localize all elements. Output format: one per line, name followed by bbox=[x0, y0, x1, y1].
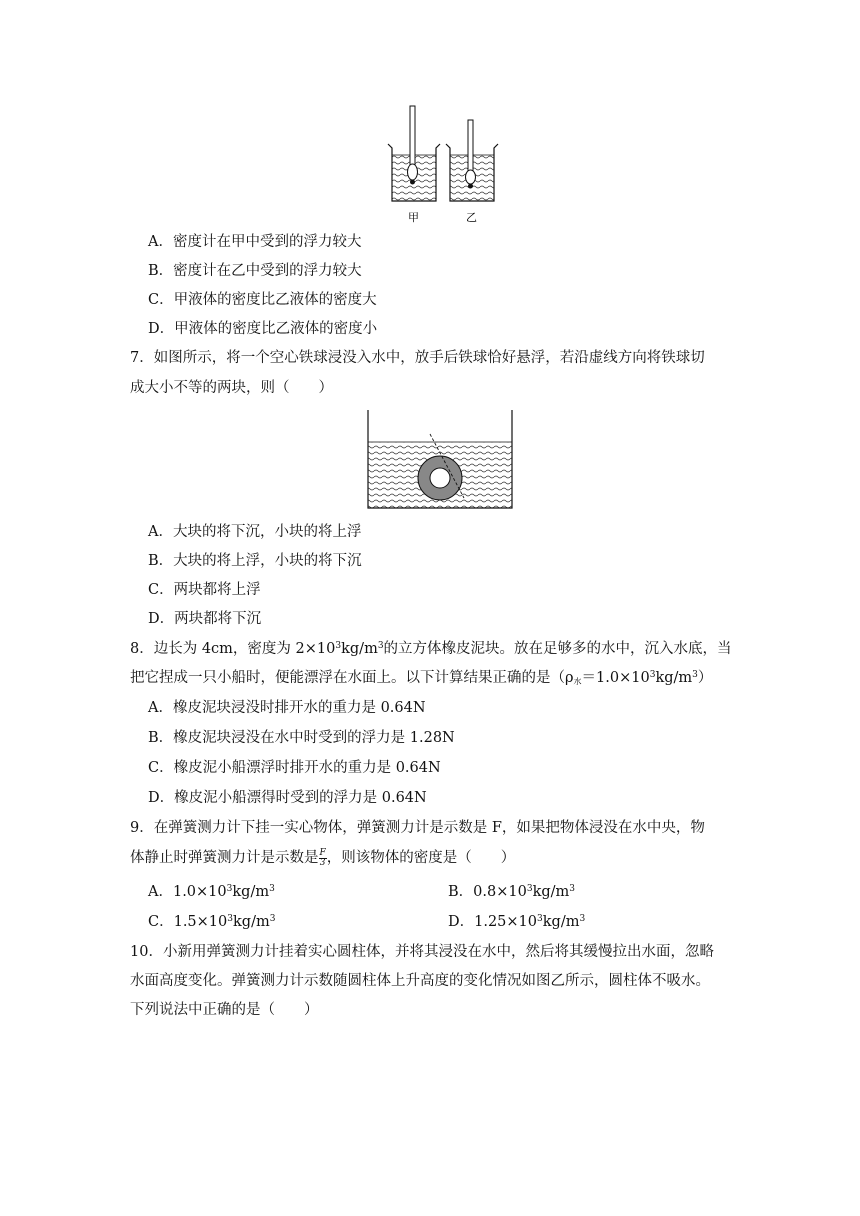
q9-option-b: B．$0.8\times 10^3kg/m^3$ bbox=[448, 884, 575, 900]
q9-stem-line2: 体静止时弹簧测力计是示数是 $\frac{F}{3}$ ，则该物体的密度是（ ） bbox=[130, 847, 516, 868]
q8-option-d: D．橡皮泥小船漂得时受到的浮力是 0.64N bbox=[148, 790, 427, 806]
q8-option-c: C．橡皮泥小船漂浮时排开水的重力是 0.64N bbox=[148, 760, 441, 776]
q9-option-d: D．$1.25\times 10^3kg/m^3$ bbox=[448, 914, 586, 930]
q7-stem-line2: 成大小不等的两块，则（ ） bbox=[130, 380, 333, 396]
q6-option-d: D．甲液体的密度比乙液体的密度小 bbox=[148, 321, 378, 337]
ball-cavity bbox=[430, 468, 450, 488]
q9-stem-line1: 9．在弹簧测力计下挂一实心物体，弹簧测力计是示数是 F，如果把物体浸没在水中央，物 bbox=[130, 820, 705, 836]
q10-stem-line3: 下列说法中正确的是（ ） bbox=[130, 1002, 319, 1018]
fraction-f-over-3: $\frac{F}{3}$ bbox=[319, 847, 326, 868]
q8-stem-line1: 8．边长为 4cm，密度为 $2\times 10^3kg/m^3$的立方体橡皮泥块。放在足够多的水中，沉入水底，当 bbox=[130, 641, 732, 657]
q7-option-c: C．两块都将上浮 bbox=[148, 582, 261, 598]
q7-option-b: B．大块的将上浮，小块的将下沉 bbox=[148, 553, 362, 569]
q6-option-a: A．密度计在甲中受到的浮力较大 bbox=[148, 234, 362, 250]
q9-option-c: C．$1.5\times 10^3kg/m^3$ bbox=[148, 914, 276, 930]
label-jia: 甲 bbox=[408, 211, 419, 224]
q10-stem-line1: 10．小新用弹簧测力计挂着实心圆柱体，并将其浸没在水中，然后将其缓慢拉出水面，忽略 bbox=[130, 944, 714, 960]
q8-option-a: A．橡皮泥块浸没时排开水的重力是 0.64N bbox=[148, 700, 426, 716]
q7-option-a: A．大块的将下沉，小块的将上浮 bbox=[148, 524, 362, 540]
q6-option-b: B．密度计在乙中受到的浮力较大 bbox=[148, 263, 362, 279]
q8-option-b: B．橡皮泥块浸没在水中时受到的浮力是 1.28N bbox=[148, 730, 455, 746]
q9-option-a: A．$1.0\times 10^3kg/m^3$ bbox=[148, 884, 275, 900]
beaker-left bbox=[388, 106, 440, 201]
q7-option-d: D．两块都将下沉 bbox=[148, 611, 262, 627]
iron-ball-in-water-figure bbox=[366, 408, 514, 512]
q10-stem-line2: 水面高度变化。弹簧测力计示数随圆柱体上升高度的变化情况如图乙所示，圆柱体不吸水。 bbox=[130, 973, 710, 989]
label-yi: 乙 bbox=[466, 211, 477, 224]
q8-stem-line2: 把它捏成一只小船时，便能漂浮在水面上。以下计算结果正确的是$(\rho_水=1.0\times 10^3kg/m^3)$ bbox=[130, 670, 713, 686]
q7-stem-line1: 7．如图所示，将一个空心铁球浸没入水中，放手后铁球恰好悬浮，若沿虚线方向将铁球切 bbox=[130, 350, 705, 366]
q6-option-c: C．甲液体的密度比乙液体的密度大 bbox=[148, 292, 377, 308]
beaker-right bbox=[446, 120, 498, 201]
hydrometer-beakers-figure bbox=[384, 100, 504, 228]
